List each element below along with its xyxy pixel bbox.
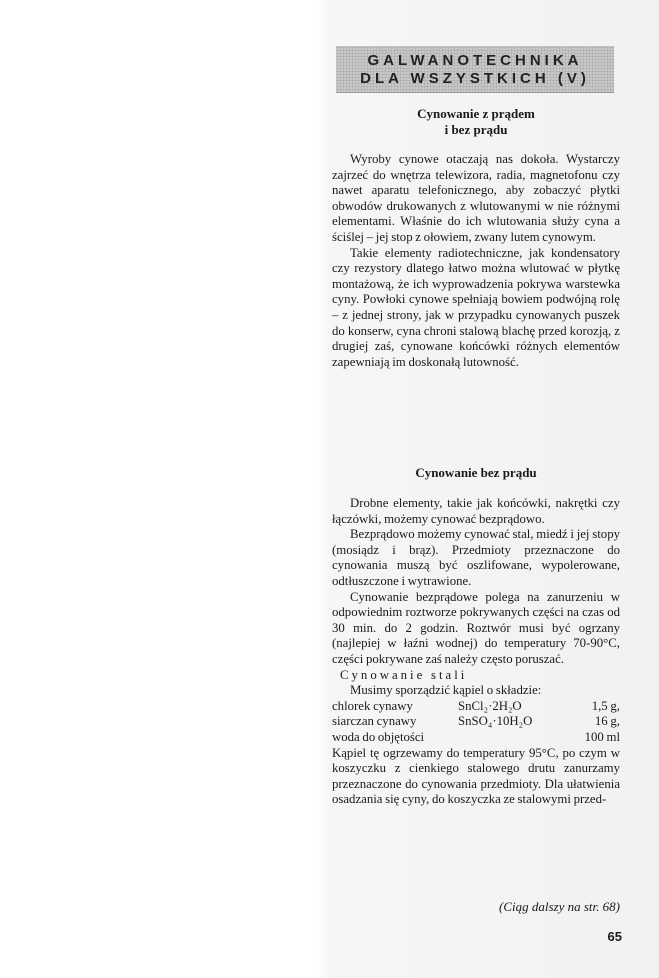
ingredient-formula: SnCl₂·2H₂O bbox=[458, 698, 522, 713]
paragraph: Takie elementy radiotechniczne, jak kondensatory czy rezystory dlatego łatwo można wlutować w płytkę montażową, że ich wyprowadzenia pokrywa warstewka cyny. Powłoki cynowe spełniają bowiem podwójną rolę – z jednej strony, jak w przypadku cynowanych puszek do konserw, cyna chroni stalową blachę przed korozją, z drugiej zaś, cynowane końcówki różnych elementów zapewniają im doskonałą lutowność. bbox=[332, 245, 620, 369]
paragraph: Drobne elementy, takie jak końcówki, nakrętki czy łączówki, możemy cynować bezprądowo. bbox=[332, 496, 620, 526]
paragraph: Cynowanie bezprądowe polega na zanurzeniu w odpowiednim roztworze pokrywanych części na czas od 30 min. do 2 godzin. Roztwór musi być ogrzany (najlepiej w łaźni wodnej) do temperatury 70-90°C, części pokrywane zaś należy często poruszać. bbox=[332, 589, 620, 666]
table-row bbox=[332, 699, 620, 715]
series-title-line-2: DLA WSZYSTKICH (V) bbox=[360, 70, 590, 87]
ingredient-formula bbox=[458, 730, 554, 746]
continued-note: (Ciąg dalszy na str. 68) bbox=[499, 899, 620, 914]
series-title-line-1: GALWANOTECHNIKA bbox=[367, 52, 583, 69]
bath-intro: Musimy sporządzić kąpiel o składzie: bbox=[350, 683, 542, 698]
article-title-line-1: Cynowanie z prądem bbox=[417, 106, 535, 121]
ingredient-name: woda do objętości bbox=[332, 729, 425, 744]
ingredient-amount: 1,5 g, bbox=[591, 698, 620, 713]
ingredient-name: chlorek cynawy bbox=[332, 698, 413, 713]
paragraph: Wyroby cynowe otaczają nas dokoła. Wystarczy zajrzeć do wnętrza telewizora, radia, magnetofonu czy nawet aparatu telefonicznego, aby zobaczyć płytki obwodów drukowanych z wlutowanymi w nie różnymi elementami. Właśnie do ich wlutowania służy cyna a ściślej – jej stop z ołowiem, zwany lutem cynowym. bbox=[332, 152, 620, 244]
intro-section bbox=[332, 152, 620, 370]
article-title-line-2: i bez prądu bbox=[444, 122, 508, 137]
section-heading: Cynowanie bez prądu bbox=[415, 465, 537, 480]
ingredient-amount: 16 g, bbox=[594, 714, 620, 729]
electroless-section bbox=[332, 496, 620, 808]
ingredient-formula: SnSO₄·10H₂O bbox=[458, 714, 533, 729]
page-number: 65 bbox=[607, 929, 622, 944]
paragraph: Bezprądowo możemy cynować stal, miedź i jej stopy (mosiądz i brąz). Przedmioty przeznaczone do cynowania muszą być oszlifowane, wypolerowane, odtłuszczone i wytrawione. bbox=[332, 527, 620, 588]
bath-composition-table bbox=[332, 699, 620, 746]
table-row bbox=[332, 714, 620, 730]
subheading: Cynowanie stali bbox=[340, 667, 468, 682]
paragraph: Kąpiel tę ogrzewamy do temperatury 95°C, po czym w koszyczku z cienkiego stalowego drutu zanurzamy przeznaczone do cynowania przedmioty. Dla ułatwienia osadzania się cyny, do koszyczka ze stalowymi przed- bbox=[332, 745, 620, 807]
article-title bbox=[332, 106, 620, 138]
table-row bbox=[332, 730, 620, 746]
series-header-banner bbox=[336, 46, 614, 93]
ingredient-amount: 100 ml bbox=[584, 729, 620, 744]
ingredient-name: siarczan cynawy bbox=[332, 714, 417, 729]
